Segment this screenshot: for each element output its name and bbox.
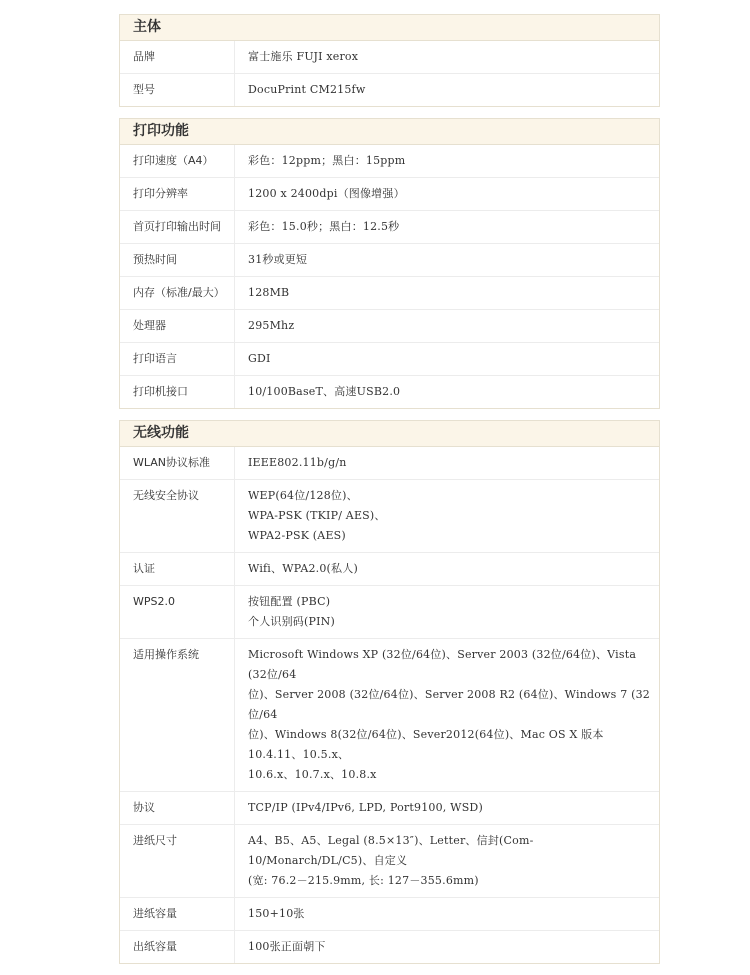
spec-rows bbox=[120, 145, 659, 408]
spec-value bbox=[235, 447, 659, 479]
spec-row bbox=[120, 930, 659, 963]
spec-value-line: WPA-PSK (TKIP/ AES)、 bbox=[248, 509, 386, 522]
spec-name: 打印速度（A4） bbox=[120, 145, 235, 177]
spec-name: 无线安全协议 bbox=[120, 480, 235, 552]
spec-row bbox=[120, 447, 659, 479]
spec-value-line: 个人识别码(PIN) bbox=[248, 615, 335, 628]
spec-value bbox=[235, 825, 659, 897]
spec-value bbox=[235, 74, 659, 106]
spec-row bbox=[120, 73, 659, 106]
spec-name: 适用操作系统 bbox=[120, 639, 235, 791]
spec-rows bbox=[120, 447, 659, 963]
spec-value-line: WEP(64位/128位)、 bbox=[248, 489, 358, 502]
spec-value-line: 100张正面朝下 bbox=[248, 940, 326, 953]
spec-value-line: TCP/IP (IPv4/IPv6, LPD, Port9100, WSD) bbox=[248, 801, 483, 814]
spec-value bbox=[235, 376, 659, 408]
spec-value bbox=[235, 898, 659, 930]
spec-name: 首页打印输出时间 bbox=[120, 211, 235, 243]
spec-value-line: 10/100BaseT、高速USB2.0 bbox=[248, 385, 401, 398]
spec-value-line: 10.6.x、10.7.x、10.8.x bbox=[248, 768, 377, 781]
spec-row bbox=[120, 824, 659, 897]
spec-value bbox=[235, 553, 659, 585]
spec-value-line: 按钮配置 (PBC) bbox=[248, 595, 331, 608]
spec-value-line: Wifi、WPA2.0(私人) bbox=[248, 562, 358, 575]
spec-value bbox=[235, 639, 659, 791]
spec-name: WPS2.0 bbox=[120, 586, 235, 638]
spec-name: WLAN协议标准 bbox=[120, 447, 235, 479]
spec-section bbox=[119, 118, 660, 409]
spec-row bbox=[120, 638, 659, 791]
spec-value-line: A4、B5、A5、Legal (8.5×13″)、Letter、信封(Com-10/Monarch/DL/C5)、自定义 bbox=[248, 834, 534, 867]
spec-value bbox=[235, 211, 659, 243]
spec-value-line: 31秒或更短 bbox=[248, 253, 308, 266]
spec-value bbox=[235, 931, 659, 963]
spec-value bbox=[235, 244, 659, 276]
spec-table bbox=[119, 14, 660, 975]
spec-section bbox=[119, 14, 660, 107]
spec-name: 品牌 bbox=[120, 41, 235, 73]
spec-value-line: DocuPrint CM215fw bbox=[248, 83, 366, 96]
spec-row bbox=[120, 177, 659, 210]
spec-row bbox=[120, 210, 659, 243]
spec-value bbox=[235, 178, 659, 210]
spec-name: 打印分辨率 bbox=[120, 178, 235, 210]
spec-name: 处理器 bbox=[120, 310, 235, 342]
spec-name: 打印机接口 bbox=[120, 376, 235, 408]
spec-name: 出纸容量 bbox=[120, 931, 235, 963]
spec-name: 打印语言 bbox=[120, 343, 235, 375]
spec-value-line: WPA2-PSK (AES) bbox=[248, 529, 346, 542]
spec-value-line: 彩色：15.0秒；黑白：12.5秒 bbox=[248, 220, 400, 233]
spec-value bbox=[235, 586, 659, 638]
spec-rows bbox=[120, 41, 659, 106]
spec-value-line: 128MB bbox=[248, 286, 290, 299]
spec-row bbox=[120, 375, 659, 408]
spec-value-line: 富士施乐 FUJI xerox bbox=[248, 50, 359, 63]
spec-name: 预热时间 bbox=[120, 244, 235, 276]
spec-row bbox=[120, 276, 659, 309]
spec-row bbox=[120, 585, 659, 638]
spec-value-line: 150+10张 bbox=[248, 907, 305, 920]
spec-name: 内存（标准/最大） bbox=[120, 277, 235, 309]
spec-value bbox=[235, 277, 659, 309]
spec-value bbox=[235, 145, 659, 177]
spec-value-line: 295Mhz bbox=[248, 319, 295, 332]
spec-row bbox=[120, 342, 659, 375]
spec-row bbox=[120, 791, 659, 824]
spec-value-line: 1200 x 2400dpi（图像增强） bbox=[248, 187, 405, 200]
spec-name: 型号 bbox=[120, 74, 235, 106]
spec-name: 进纸容量 bbox=[120, 898, 235, 930]
spec-value bbox=[235, 480, 659, 552]
section-title: 无线功能 bbox=[120, 421, 659, 447]
spec-name: 进纸尺寸 bbox=[120, 825, 235, 897]
spec-name: 认证 bbox=[120, 553, 235, 585]
spec-value bbox=[235, 343, 659, 375]
spec-value bbox=[235, 792, 659, 824]
spec-value-line: GDI bbox=[248, 352, 271, 365]
spec-value bbox=[235, 41, 659, 73]
spec-value-line: 位)、Server 2008 (32位/64位)、Server 2008 R2 (64位)、Windows 7 (32位/64 bbox=[248, 688, 650, 721]
spec-section bbox=[119, 420, 660, 964]
spec-row bbox=[120, 897, 659, 930]
spec-value-line: (宽: 76.2－215.9mm, 长: 127－355.6mm) bbox=[248, 874, 479, 887]
spec-row bbox=[120, 145, 659, 177]
spec-row bbox=[120, 479, 659, 552]
spec-row bbox=[120, 552, 659, 585]
spec-row bbox=[120, 41, 659, 73]
spec-value-line: 彩色：12ppm；黑白：15ppm bbox=[248, 154, 406, 167]
spec-value-line: IEEE802.11b/g/n bbox=[248, 456, 347, 469]
section-title: 打印功能 bbox=[120, 119, 659, 145]
spec-row bbox=[120, 309, 659, 342]
spec-value-line: 位)、Windows 8(32位/64位)、Sever2012(64位)、Mac OS X 版本10.4.11、10.5.x、 bbox=[248, 728, 604, 761]
spec-value bbox=[235, 310, 659, 342]
spec-row bbox=[120, 243, 659, 276]
spec-name: 协议 bbox=[120, 792, 235, 824]
section-title: 主体 bbox=[120, 15, 659, 41]
spec-value-line: Microsoft Windows XP (32位/64位)、Server 2003 (32位/64位)、Vista (32位/64 bbox=[248, 648, 637, 681]
